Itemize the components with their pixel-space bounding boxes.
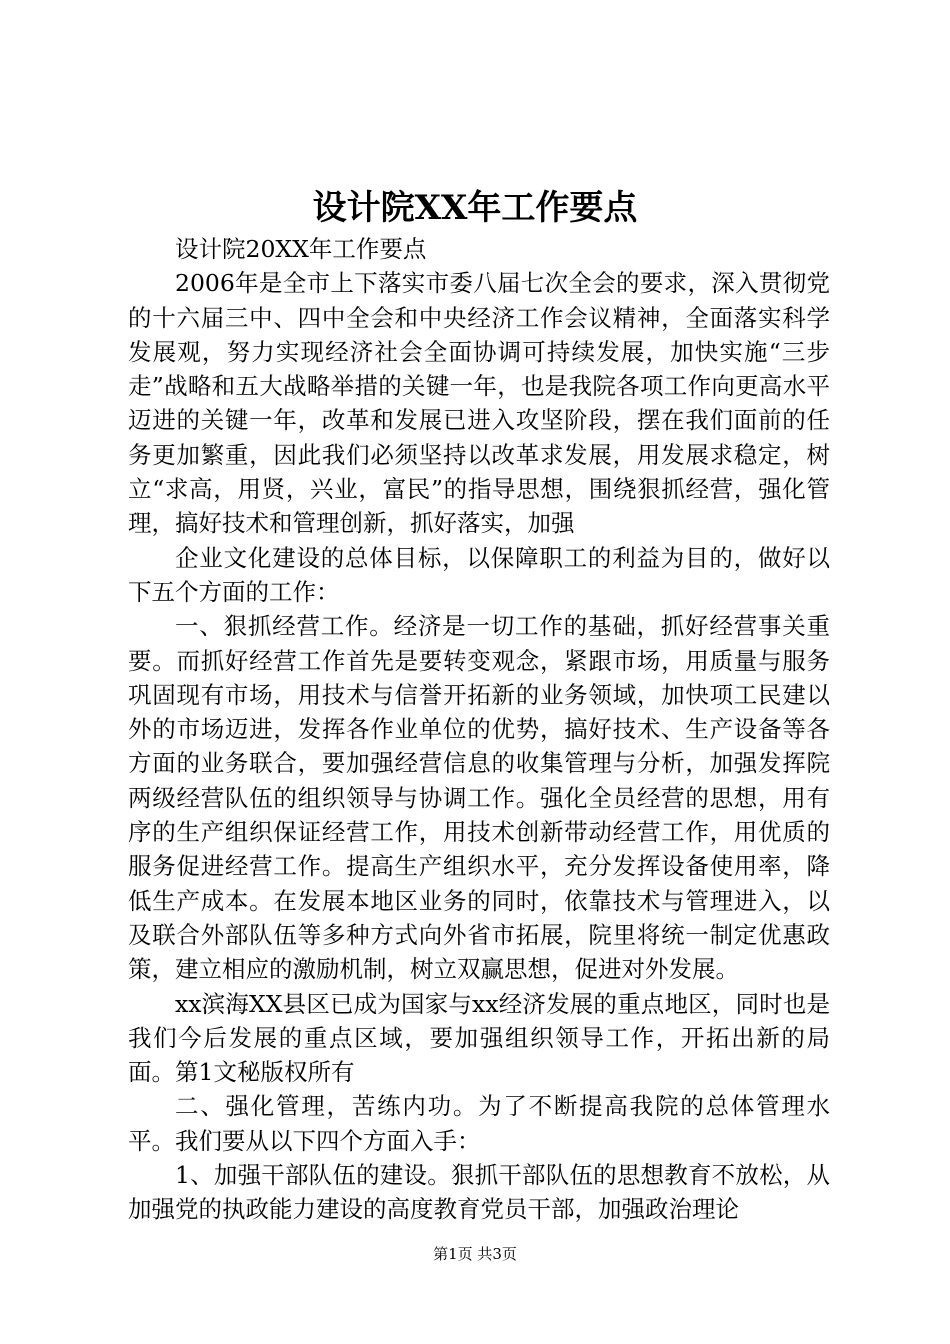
document-title: 设计院XX年工作要点: [312, 188, 638, 228]
paragraph-section-one: 一、狠抓经营工作。经济是一切工作的基础，抓好经营事关重要。而抓好经营工作首先是要转变观念，紧跟市场，用质量与服务巩固现有市场，用技术与信誉开拓新的业务领域，加快项工民建以外的市场迈进，发挥各作业单位的优势，搞好技术、生产设备等各方面的业务联合，要加强经营信息的收集管理与分析，加强发挥院两级经营队伍的组织领导与协调工作。强化全员经营的思想，用有序的生产组织保证经营工作，用技术创新带动经营工作，用优质的服务促进经营工作。提高生产组织水平，充分发挥设备使用率，降低生产成本。在发展本地区业务的同时，依靠技术与管理进入，以及联合外部队伍等多种方式向外省市拓展，院里将统一制定优惠政策，建立相应的激励机制，树立双赢思想，促进对外发展。: [128, 612, 830, 984]
paragraph-item-one: 1、加强干部队伍的建设。狠抓干部队伍的思想教育不放松，从加强党的执政能力建设的高度教育党员干部，加强政治理论: [128, 1161, 830, 1224]
paragraph-section-two: 二、强化管理，苦练内功。为了不断提高我院的总体管理水平。我们要从以下四个方面入手：: [128, 1092, 830, 1155]
paragraph-goals: 企业文化建设的总体目标，以保障职工的利益为目的，做好以下五个方面的工作：: [128, 543, 830, 606]
document-body: [128, 232, 830, 1227]
paragraph-binhai: xx滨海XX县区已成为国家与xx经济发展的重点地区，同时也是我们今后发展的重点区域，要加强组织领导工作，开拓出新的局面。第1文秘版权所有: [128, 989, 830, 1087]
page-footer: 第1页 共3页: [433, 1245, 517, 1263]
paragraph-intro: 2006年是全市上下落实市委八届七次全会的要求，深入贯彻党的十六届三中、四中全会和中央经济工作会议精神，全面落实科学发展观，努力实现经济社会全面协调可持续发展，加快实施“三步走”战略和五大战略举措的关键一年，也是我院各项工作向更高水平迈进的关键一年，改革和发展已进入攻坚阶段，摆在我们面前的任务更加繁重，因此我们必须坚持以改革求发展，用发展求稳定，树立“求高，用贤，兴业，富民”的指导思想，围绕狠抓经营，强化管理，搞好技术和管理创新，抓好落实，加强: [128, 269, 830, 538]
paragraph-subtitle: 设计院20XX年工作要点: [175, 235, 427, 263]
